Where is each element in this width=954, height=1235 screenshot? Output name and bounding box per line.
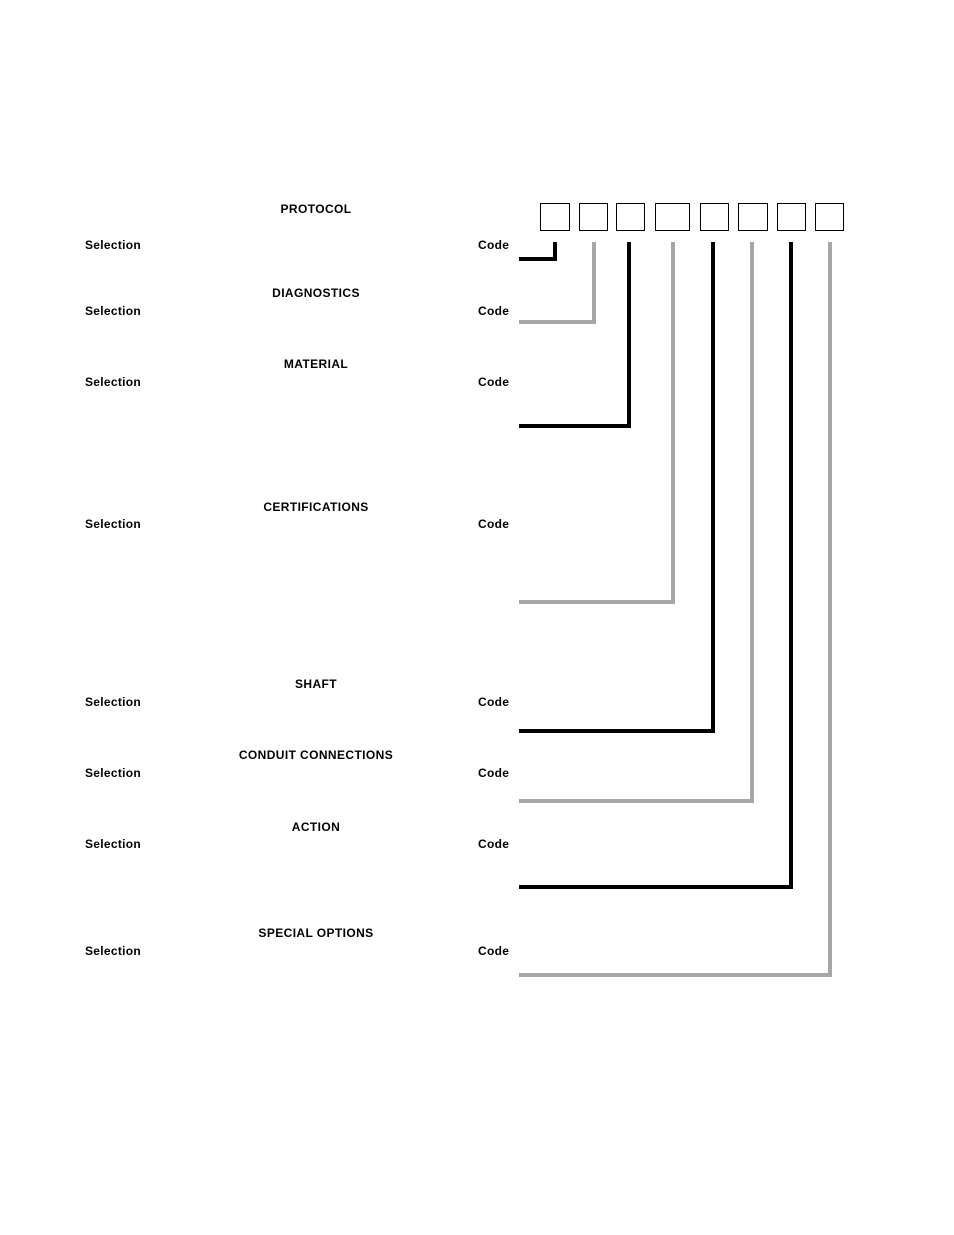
section-title-diagnostics: DIAGNOSTICS — [272, 286, 360, 300]
connector-conduit-connections — [519, 242, 752, 801]
selection-label-conduit-connections: Selection — [85, 766, 142, 780]
code-label-special-options: Code — [478, 944, 510, 958]
section-title-action: ACTION — [291, 820, 341, 834]
section-title-shaft: SHAFT — [295, 677, 337, 691]
code-label-action: Code — [478, 837, 510, 851]
selection-label-special-options: Selection — [85, 944, 142, 958]
code-label-protocol: Code — [478, 238, 510, 252]
selection-label-material: Selection — [85, 375, 142, 389]
selection-label-certifications: Selection — [85, 517, 142, 531]
code-label-shaft: Code — [478, 695, 510, 709]
code-label-material: Code — [478, 375, 510, 389]
code-label-certifications: Code — [478, 517, 510, 531]
connector-shaft — [519, 242, 713, 731]
connector-protocol — [519, 242, 555, 259]
code-label-conduit-connections: Code — [478, 766, 510, 780]
section-title-protocol: PROTOCOL — [280, 202, 352, 216]
section-title-special-options: SPECIAL OPTIONS — [258, 926, 374, 940]
connector-material — [519, 242, 629, 426]
code-label-diagnostics: Code — [478, 304, 510, 318]
section-title-conduit-connections: CONDUIT CONNECTIONS — [238, 748, 394, 762]
section-title-material: MATERIAL — [283, 357, 349, 371]
selection-label-action: Selection — [85, 837, 142, 851]
selection-label-shaft: Selection — [85, 695, 142, 709]
selection-label-protocol: Selection — [85, 238, 142, 252]
section-title-certifications: CERTIFICATIONS — [263, 500, 369, 514]
selection-label-diagnostics: Selection — [85, 304, 142, 318]
